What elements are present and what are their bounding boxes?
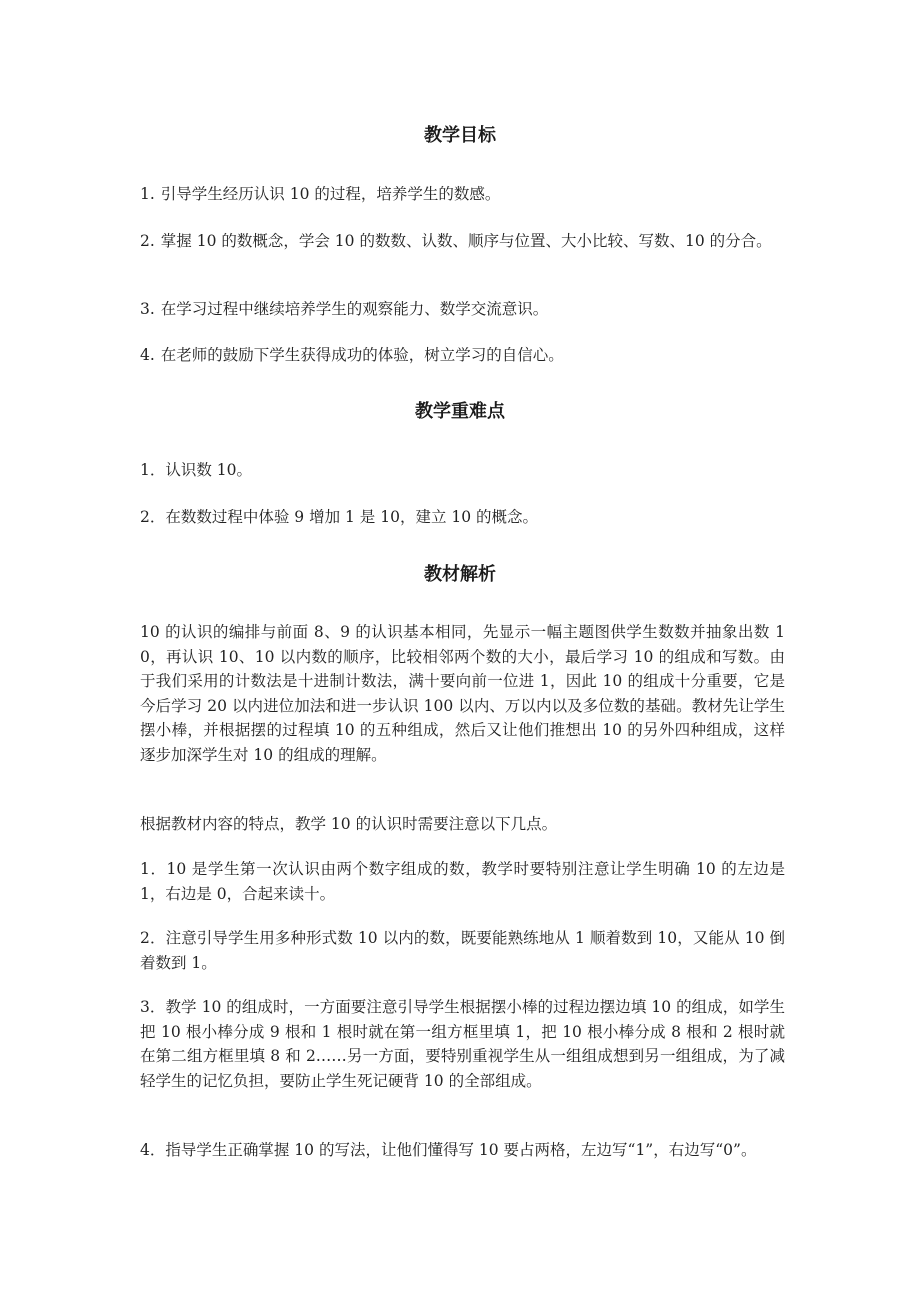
section-title-analysis: 教材解析	[424, 564, 496, 585]
analysis-point-1: 1．10 是学生第一次认识由两个数字组成的数，教学时要特别注意让学生明确 10 的左边是 1，右边是 0，合起来读十。	[140, 860, 785, 903]
analysis-point-2: 2．注意引导学生用多种形式数 10 以内的数，既要能熟练地从 1 顺着数到 10，又能从 10 倒着数到 1。	[140, 929, 785, 972]
keypoint-item-2: 2．在数数过程中体验 9 增加 1 是 10，建立 10 的概念。	[140, 508, 539, 526]
analysis-point-3: 3．教学 10 的组成时，一方面要注意引导学生根据摆小棒的过程边摆边填 10 的组成，如学生把 10 根小棒分成 9 根和 1 根时就在第一组方框里填 1，把 10 根小棒分成 8 根和 2 根时就在第二组方框里填 8 和 2……另一方面，要特别重视学生从一组组成想到另一组组成，为了减轻学生的记忆负担，要防止学生死记硬背 10 的全部组成。	[140, 998, 785, 1090]
analysis-lead-paragraph: 根据教材内容的特点，教学 10 的认识时需要注意以下几点。	[140, 815, 558, 833]
goal-item-text: 在学习过程中继续培养学生的观察能力、数学交流意识。	[160, 300, 549, 318]
goal-item-4	[140, 343, 785, 368]
goal-item-1	[140, 182, 785, 207]
section-title-keypoints: 教学重难点	[415, 401, 505, 422]
goal-item-number: 4.	[140, 346, 155, 364]
analysis-point-4: 4．指导学生正确掌握 10 的写法，让他们懂得写 10 要占两格，左边写“1”，右边写“0”。	[140, 1141, 757, 1159]
section-title-goals: 教学目标	[424, 125, 496, 146]
goal-item-text: 引导学生经历认识 10 的过程，培养学生的数感。	[160, 185, 501, 203]
goal-item-2	[140, 229, 790, 254]
goal-item-text: 掌握 10 的数概念，学会 10 的数数、认数、顺序与位置、大小比较、写数、10 的分合。	[160, 232, 772, 250]
keypoint-item-1: 1．认识数 10。	[140, 461, 253, 479]
goal-item-number: 3.	[140, 300, 155, 318]
analysis-intro-paragraph: 10 的认识的编排与前面 8、9 的认识基本相同，先显示一幅主题图供学生数数并抽象出数 10，再认识 10、10 以内数的顺序，比较相邻两个数的大小，最后学习 10 的组成和写数。由于我们采用的计数法是十进制计数法，满十要向前一位进 1，因此 10 的组成十分重要，它是今后学习 20 以内进位加法和进一步认识 100 以内、万以内以及多位数的基础。教材先让学生摆小棒，并根据摆的过程填 10 的五种组成，然后又让他们推想出 10 的另外四种组成，这样逐步加深学生对 10 的组成的理解。	[140, 623, 785, 764]
goal-item-number: 2.	[140, 232, 155, 250]
goal-item-text: 在老师的鼓励下学生获得成功的体验，树立学习的自信心。	[160, 346, 564, 364]
goal-item-number: 1.	[140, 185, 155, 203]
goal-item-3	[140, 297, 785, 322]
